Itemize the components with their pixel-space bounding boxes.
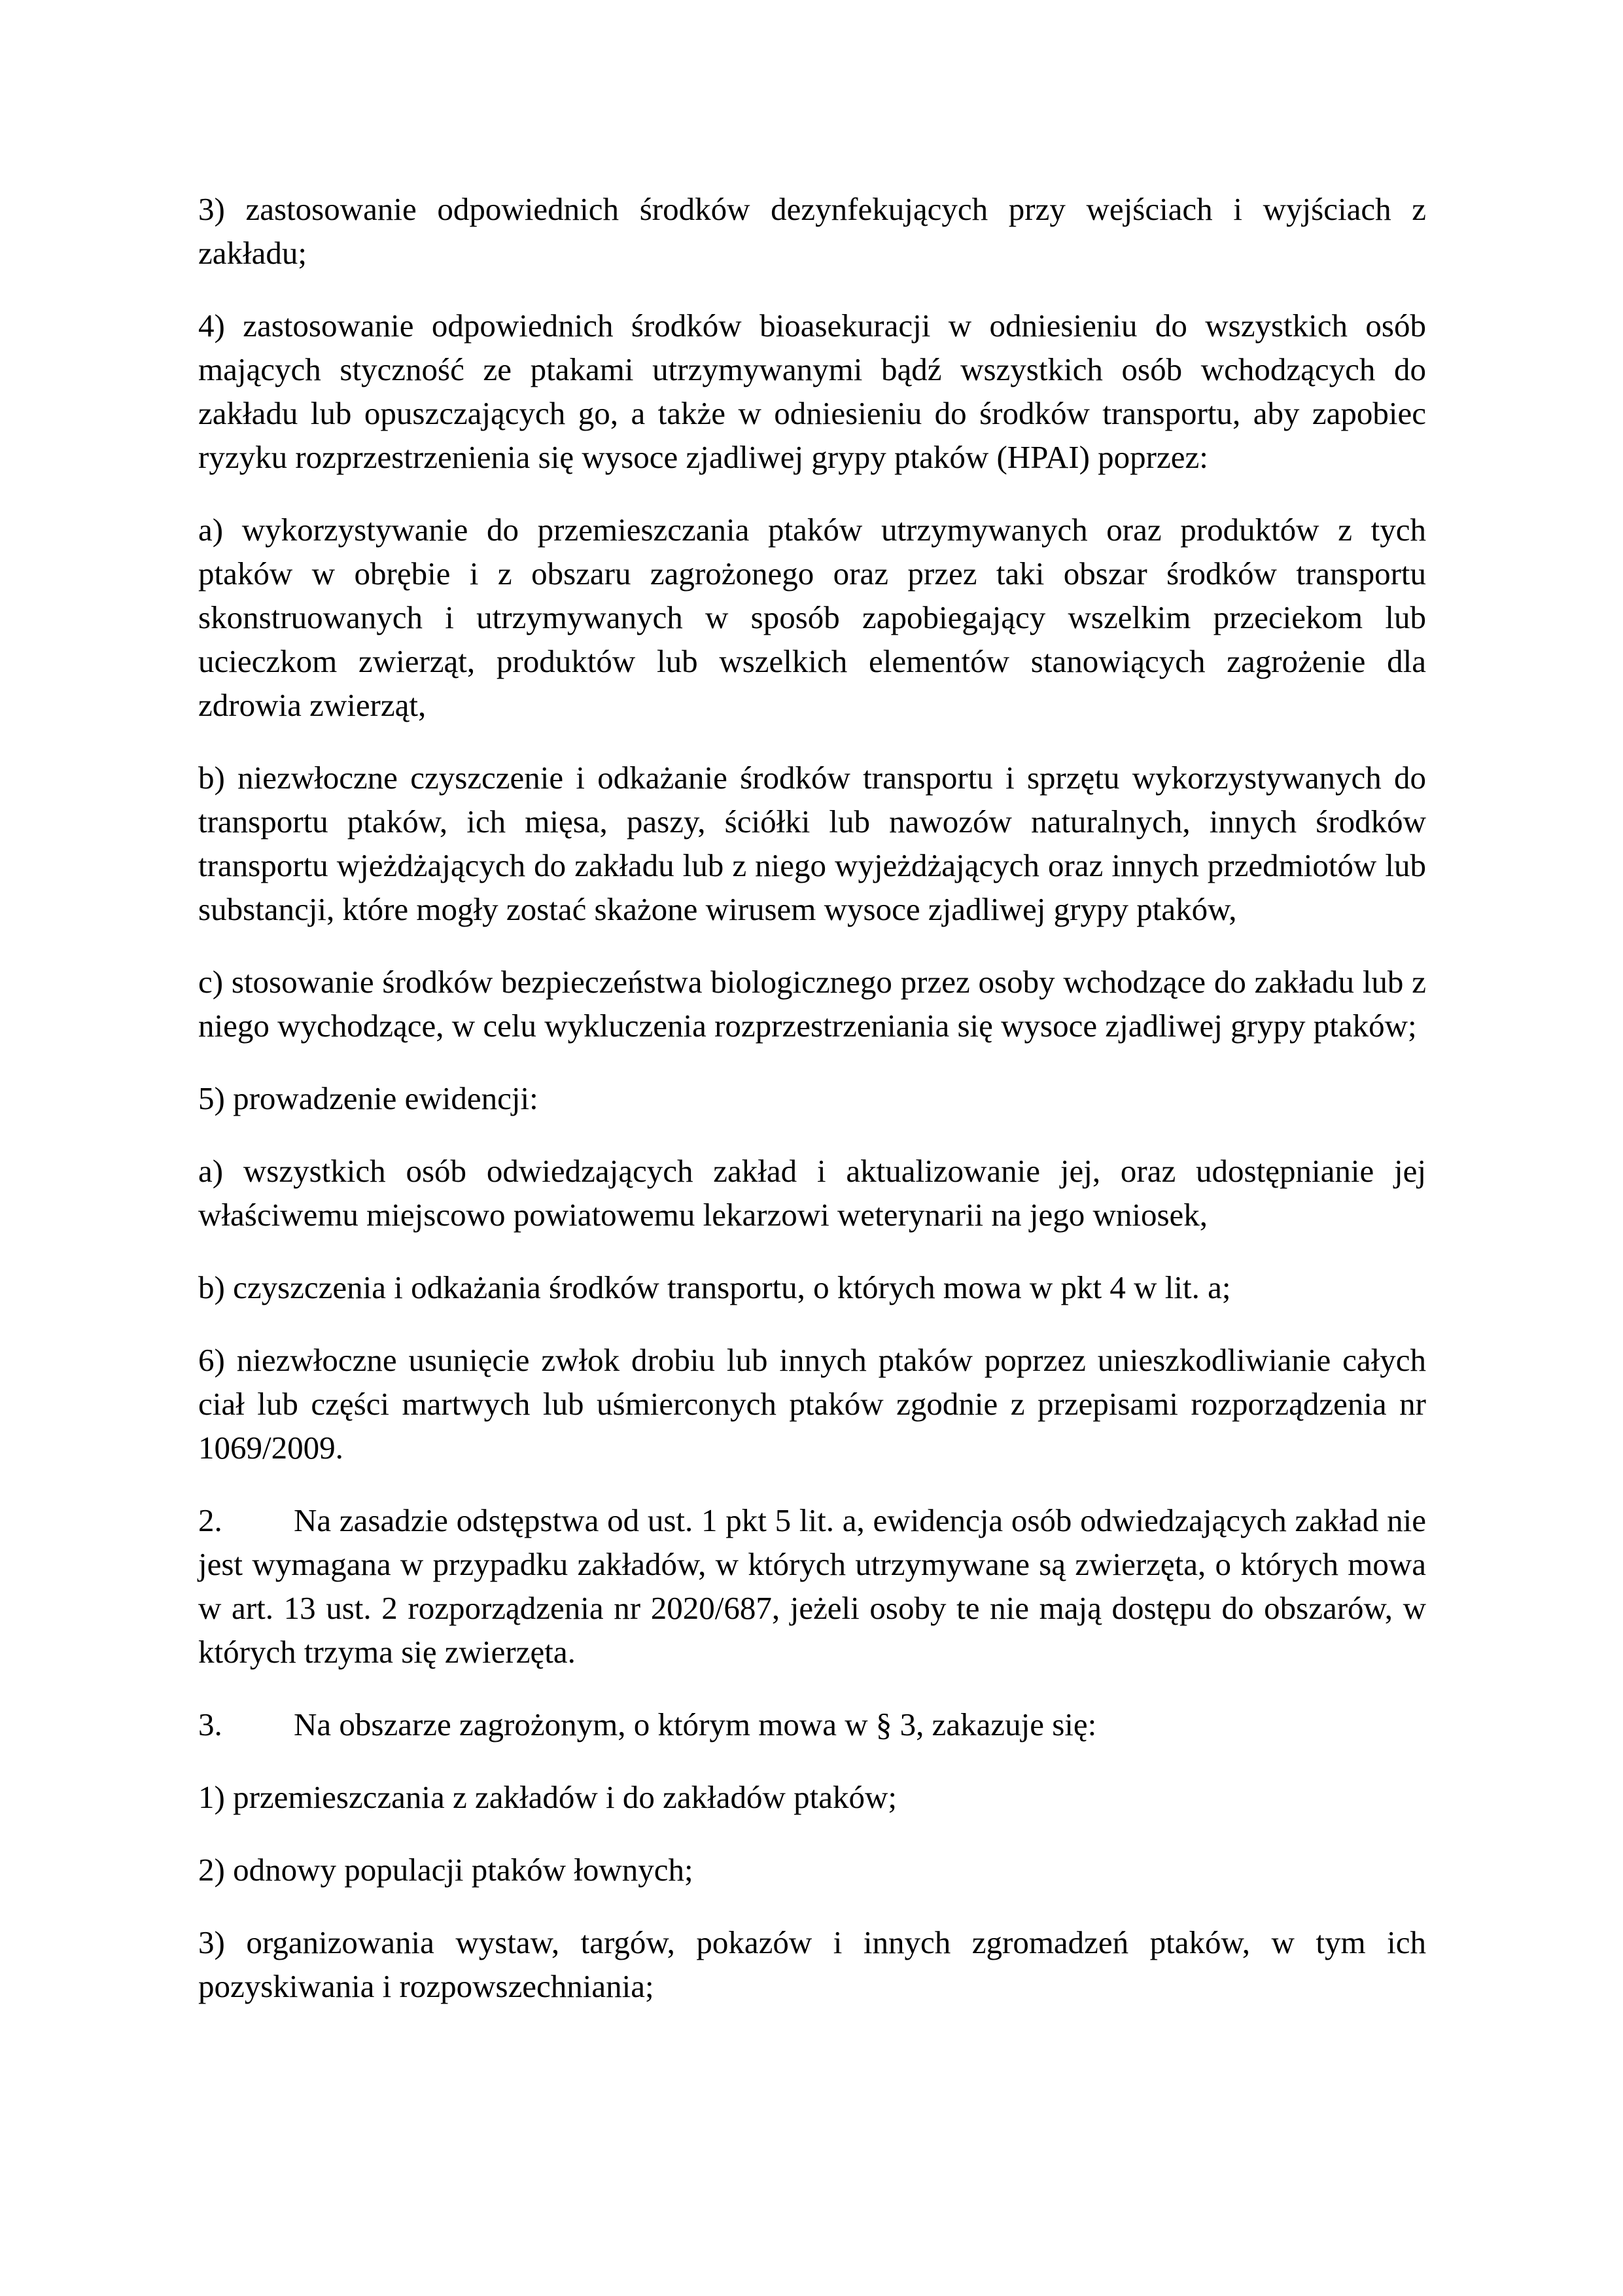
prohibition-item-2: 2) odnowy populacji ptaków łownych;	[198, 1852, 693, 1888]
prohibition-item-1: 1) przemieszczania z zakładów i do zakładów ptaków;	[198, 1779, 897, 1815]
prohibition-item-3: 3) organizowania wystaw, targów, pokazów i innych zgromadzeń ptaków, w tym ich pozyskiwania i rozpowszechniania;	[198, 1924, 1426, 2004]
section-2-number: 2.	[198, 1502, 222, 1538]
document-page	[198, 187, 1426, 2037]
paragraph-item-5b: b) czyszczenia i odkażania środków transportu, o których mowa w pkt 4 w lit. a;	[198, 1269, 1231, 1305]
section-2-text: Na zasadzie odstępstwa od ust. 1 pkt 5 lit. a, ewidencja osób odwiedzających zakład nie jest wymagana w przypadku zakładów, w których utrzymywane są zwierzęta, o których mowa w art. 13 ust. 2 rozporządzenia nr 2020/687, jeżeli osoby te nie mają dostępu do obszarów, w których trzyma się zwierzęta.	[198, 1502, 1426, 1670]
paragraph-item-4c: c) stosowanie środków bezpieczeństwa biologicznego przez osoby wchodzące do zakładu lub z niego wychodzące, w celu wykluczenia rozprzestrzeniania się wysoce zjadliwej grypy ptaków;	[198, 964, 1426, 1044]
paragraph-item-6: 6) niezwłoczne usunięcie zwłok drobiu lub innych ptaków poprzez unieszkodliwianie całych ciał lub części martwych lub uśmierconych ptaków zgodnie z przepisami rozporządzenia nr 1069/2009.	[198, 1342, 1426, 1466]
section-3-text: Na obszarze zagrożonym, o którym mowa w § 3, zakazuje się:	[294, 1706, 1097, 1742]
section-2	[198, 1498, 1426, 1674]
section-3	[198, 1703, 1426, 1746]
paragraph-item-4a: a) wykorzystywanie do przemieszczania ptaków utrzymywanych oraz produktów z tych ptaków w obrębie i z obszaru zagrożonego oraz przez taki obszar środków transportu skonstruowanych i utrzymywanych w sposób zapobiegający wszelkim przeciekom lub ucieczkom zwierząt, produktów lub wszelkich elementów stanowiących zagrożenie dla zdrowia zwierząt,	[198, 512, 1426, 723]
paragraph-item-4: 4) zastosowanie odpowiednich środków bioasekuracji w odniesieniu do wszystkich osób mających styczność ze ptakami utrzymywanymi bądź wszystkich osób wchodzących do zakładu lub opuszczających go, a także w odniesieniu do środków transportu, aby zapobiec ryzyku rozprzestrzenienia się wysoce zjadliwej grypy ptaków (HPAI) poprzez:	[198, 308, 1426, 475]
paragraph-item-5: 5) prowadzenie ewidencji:	[198, 1080, 538, 1116]
paragraph-item-4b: b) niezwłoczne czyszczenie i odkażanie środków transportu i sprzętu wykorzystywanych do transportu ptaków, ich mięsa, paszy, ściółki lub nawozów naturalnych, innych środków transportu wjeżdżających do zakładu lub z niego wyjeżdżających oraz innych przedmiotów lub substancji, które mogły zostać skażone wirusem wysoce zjadliwej grypy ptaków,	[198, 760, 1426, 927]
paragraph-item-3: 3) zastosowanie odpowiednich środków dezynfekujących przy wejściach i wyjściach z zakładu;	[198, 191, 1426, 271]
paragraph-item-5a: a) wszystkich osób odwiedzających zakład i aktualizowanie jej, oraz udostępnianie jej właściwemu miejscowo powiatowemu lekarzowi weterynarii na jego wniosek,	[198, 1153, 1426, 1233]
section-3-number: 3.	[198, 1706, 222, 1742]
